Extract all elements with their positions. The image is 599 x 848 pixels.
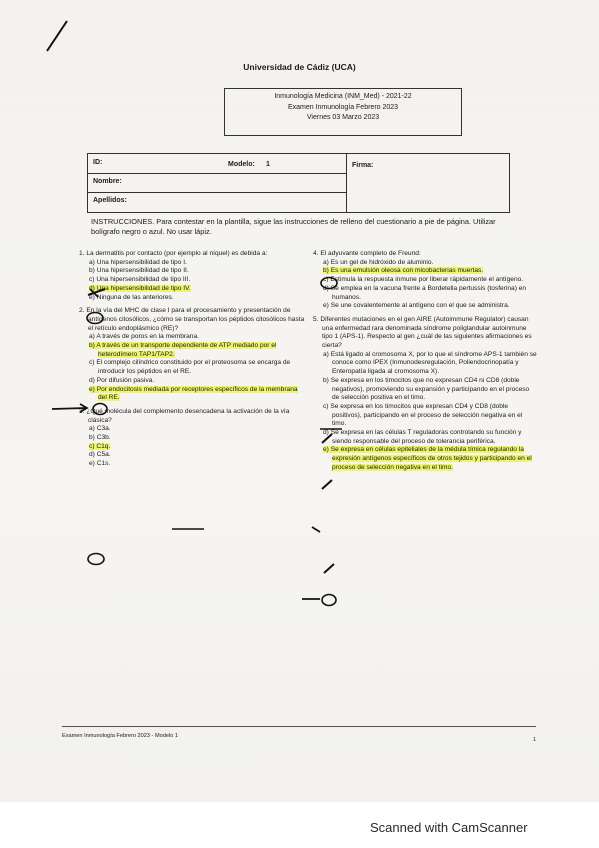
answer-option (316, 403, 537, 429)
answer-text: a) C3a. (89, 425, 111, 433)
pen-mark-q5a (320, 431, 334, 445)
course-name: Inmunología Medicina (INM_Med) - 2021-22 (274, 93, 412, 100)
answer-text: a) Es un gel de hidróxido de aluminio. (323, 258, 434, 266)
answer-text: e) C1s. (89, 460, 111, 468)
exam-info-box (224, 88, 462, 136)
exam-name: Examen Inmunología Febrero 2023 (287, 103, 399, 111)
answer-option (82, 342, 305, 359)
answer-option (316, 267, 537, 276)
answer-option (316, 429, 537, 446)
pen-circle-q4b (319, 276, 339, 290)
answer-text: b) Una hipersensibilidad de tipo II. (89, 267, 189, 275)
nombre-label: Nombre: (93, 178, 122, 185)
question (313, 250, 537, 311)
answer-text: c) Una hipersensibilidad de tipo III. (89, 276, 191, 284)
modelo-value: 1 (266, 161, 270, 168)
pen-circle-q2b (91, 402, 109, 416)
answer-option (82, 276, 305, 285)
answer-text: d) Se expresa en las células T reguladoras controlando su función y siendo responsable del proceso de tolerancia periférica. (323, 429, 522, 445)
answer-option (316, 285, 537, 302)
answer-text: c) Estimula la respuesta inmune por liberar rápidamente el antígeno. (323, 276, 524, 284)
question-stem: 2. En la vía del MHC de clase I para el procesamiento y presentación de antígenos citosólicos, ¿cómo se transportan los péptidos citosólicos hasta el retículo endoplásmico (RE)? (79, 307, 305, 332)
question-stem: 3. ¿Qué molécula del complemento desencadena la activación de la vía clásica? (79, 407, 290, 424)
answer-option (316, 351, 537, 377)
answer-option (82, 443, 305, 452)
answer-option (316, 446, 537, 472)
answer-text: a) A través de poros en la membrana. (89, 333, 199, 341)
answer-text: d) Por difusión pasiva. (89, 376, 155, 384)
answer-option (82, 460, 305, 469)
firma-label: Firma: (352, 162, 374, 169)
pen-mark-q5c (310, 523, 324, 535)
apellidos-label: Apellidos: (93, 197, 127, 204)
pen-mark-q1b (86, 285, 108, 299)
answer-text: d) Se emplea en la vacuna frente a Bordetella pertussis (tosferina) en humanos. (323, 284, 527, 301)
pen-circle-q1d (85, 311, 105, 325)
scanner-banner (0, 802, 599, 848)
questions-left-column (79, 250, 305, 474)
answer-text: e) Se une covalentemente al antígeno con el que se administra. (323, 302, 510, 310)
answer-option (82, 434, 305, 443)
answer-option (82, 359, 305, 376)
question-stem: 5. Diferentes mutaciones en el gen AIRE (Autoimmune Regulator) causan una enfermedad rara denominada síndrome poliglandular autoinmune tipo 1 (APS-1). Respecto al gen ¿cuál de las siguientes afirmaciones es cierta? (313, 315, 532, 350)
highlighted-answer: b) A través de un transporte dependiente de ATP mediado por el heterodímero TAP1/TAP2. (89, 342, 277, 358)
exam-date: Viernes 03 Marzo 2023 (306, 114, 380, 121)
answer-option (82, 425, 305, 434)
answer-option (82, 333, 305, 342)
id-label: ID: (93, 159, 103, 166)
pen-arrow-q2 (50, 402, 92, 414)
instructions: INSTRUCCIONES. Para contestar en la plantilla, sigue las instrucciones de relleno del cuestionario a pie de página. Utilizar bolígrafo negro o azul. No usar lápiz. (91, 217, 496, 236)
question (79, 250, 305, 302)
answer-text: c) El complejo cilíndrico constituido por el proteosoma se encarga de introducir los péptidos en el RE. (89, 359, 291, 376)
scanner-label: Scanned with CamScanner (370, 820, 528, 835)
footer-exam-label: Examen Inmunología Febrero 2023 - Modelo 1 (62, 733, 178, 739)
highlighted-answer: e) Se expresa en células epiteliales de la médula tímica regulando la expresión antígenos específicos de otros tejidos y participando en el proceso de selección negativa en el timo. (323, 446, 532, 471)
page-number: 1 (533, 737, 537, 743)
pen-slash-mark (44, 18, 70, 54)
question (313, 316, 537, 473)
answer-option (82, 259, 305, 268)
answer-text: e) Ninguna de las anteriores. (89, 293, 174, 301)
answer-text: b) C3b. (89, 434, 111, 442)
footer-rule (62, 726, 536, 727)
highlighted-answer: d) Una hipersensibilidad de tipo IV. (89, 284, 191, 292)
pen-mark-q5d (322, 561, 336, 575)
pen-circle-q5e (320, 593, 338, 607)
answer-option (316, 302, 537, 311)
answer-text: a) Una hipersensibilidad de tipo I. (89, 258, 187, 266)
answer-text: b) Se expresa en los timocitos que no expresan CD4 ni CD8 (doble negativos), promoviendo su expansión y participando en el proceso de selección positiva en el timo. (323, 376, 530, 402)
answer-text: c) Se expresa en los timocitos que expresan CD4 y CD8 (doble positivos), participando en el proceso de selección negativa en el timo. (323, 402, 523, 428)
answer-option (82, 377, 305, 386)
pen-mark-q5b (320, 477, 334, 491)
answer-option (316, 276, 537, 285)
answer-text: a) Está ligado al cromosoma X, por lo que el síndrome APS-1 también se conoce como IPEX (Inmunodesregulación, Poliendocrinopatía y Enteropatía ligada al cromosoma X). (323, 350, 537, 376)
university-title: Universidad de Cádiz (UCA) (243, 62, 356, 72)
answer-option (316, 377, 537, 403)
questions-right-column (313, 250, 537, 478)
question (79, 408, 305, 469)
pen-arrow-q5e (300, 593, 322, 605)
highlighted-answer: e) Por endocitosis mediada por receptores específicos de la membrana del RE. (89, 385, 298, 402)
highlighted-answer: b) Es una emulsión oleosa con micobacterias muertas. (323, 267, 484, 275)
highlighted-answer: c) C1q. (89, 442, 111, 450)
answer-option (316, 259, 537, 268)
pen-circle-q3c (86, 552, 106, 566)
answer-text: d) C5a. (89, 451, 111, 459)
student-id-table (87, 153, 510, 213)
modelo-label: Modelo: (228, 161, 255, 168)
answer-option (82, 294, 305, 303)
answer-option (82, 386, 305, 403)
question-stem: 1. La dermatitis por contacto (por ejemplo al níquel) es debida a: (79, 250, 268, 257)
answer-option (82, 267, 305, 276)
answer-option (82, 451, 305, 460)
pen-underline-clasica (170, 526, 206, 532)
question (79, 307, 305, 403)
question-stem: 4. El adyuvante completo de Freund: (313, 250, 421, 257)
answer-option (82, 285, 305, 294)
